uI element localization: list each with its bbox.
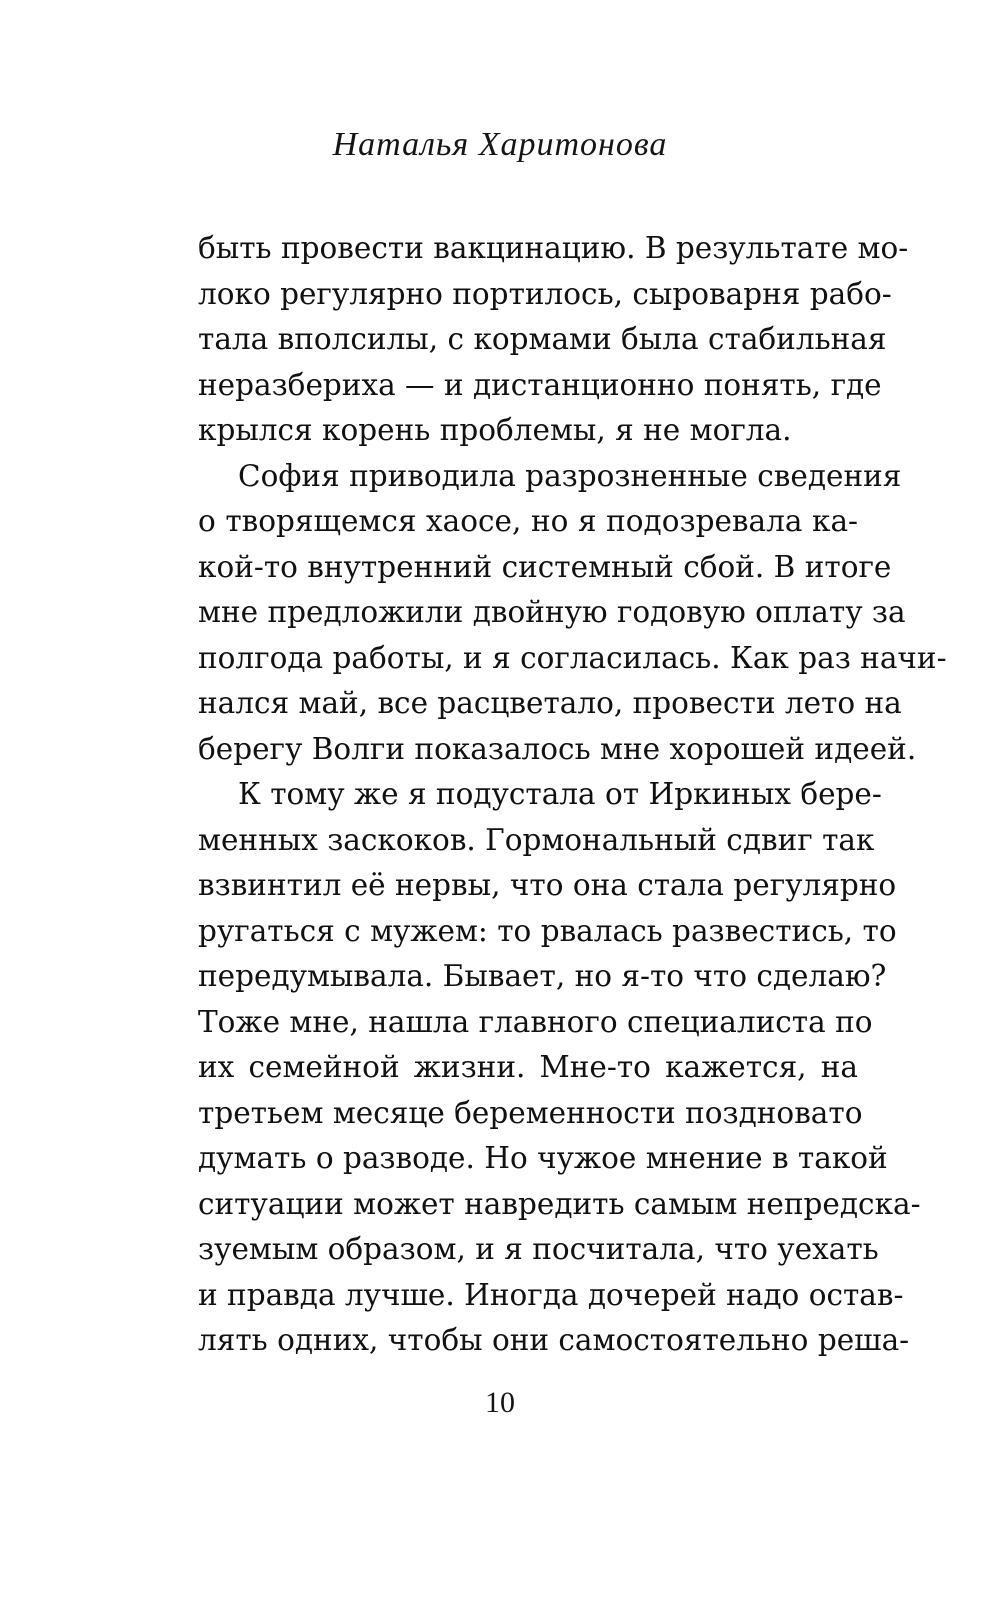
text-line: их семейной жизни. Мне-то кажется, на [198,1050,858,1084]
text-line: лять одних, чтобы они самостоятельно реша- [198,1323,910,1357]
running-head-author: Наталья Харитонова [332,126,668,163]
text-line: ругаться с мужем: то рвалась развестись, то [198,913,897,948]
text-line: и правда лучше. Иногда дочерей надо остав- [198,1277,904,1312]
body-text [198,226,947,1364]
text-line: К тому же я подустала от Иркиных бере- [238,777,882,811]
text-line: взвинтил её нервы, что она стала регулярно [198,868,897,902]
text-line: крылся корень проблемы, я не могла. [198,413,792,447]
text-line: быть провести вакцинацию. В результате мо- [198,231,909,265]
text-line: берегу Волги показалось мне хорошей идеей. [198,731,917,766]
text-line: ситуации может навредить самым непредска- [198,1186,921,1221]
text-line: третьем месяце беременности поздновато [198,1095,863,1130]
text-line: думать о разводе. Но чужое мнение в такой [198,1141,888,1175]
text-line: мне предложили двойную годовую оплату за [198,595,906,629]
page-number: 10 [485,1386,515,1419]
text-line: о творящемся хаосе, но я подозревала ка- [198,504,858,538]
text-line: тала вполсилы, с кормами была стабильная [198,322,887,356]
text-line: зуемым образом, и я посчитала, что уехать [198,1232,879,1266]
text-line: нался май, все расцветало, провести лето на [198,686,902,720]
text-line: Тоже мне, нашла главного специалиста по [198,1004,873,1039]
text-line: София приводила разрозненные сведения [238,458,902,493]
text-line: менных заскоков. Гормональный сдвиг так [198,822,875,857]
text-line: полгода работы, и я согласилась. Как раз начи- [198,640,947,675]
text-line: кой-то внутренний системный сбой. В итоге [198,549,892,584]
text-line: передумывала. Бывает, но я-то что сделаю? [198,959,887,993]
text-line: локо регулярно портилось, сыроварня рабо- [198,276,892,311]
text-line: неразбериха — и дистанционно понять, где [198,367,882,402]
